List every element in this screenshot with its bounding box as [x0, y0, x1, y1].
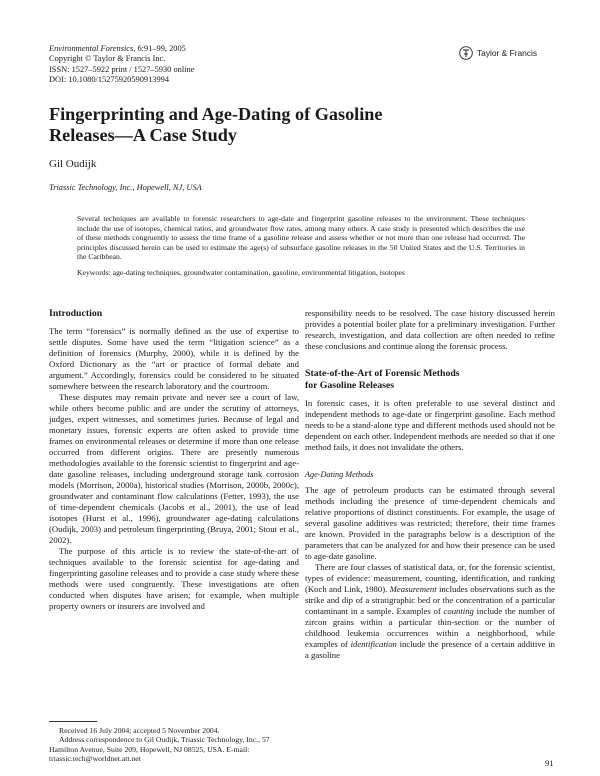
- paragraph: In forensic cases, it is often preferable to use several distinct and independent methods to age-date or fingerprint gasoline. Each method needs to be a stand-alone type and different methods used should not be dependent on each other. Independent methods are needed so that if one method fails, it does not invalidate the others.: [305, 398, 555, 452]
- paragraph: These disputes may remain private and never see a court of law, while others become public and are under the scrutiny of attorneys, judges, expert witnesses, and sometimes juries. Because of legal and monetary issues, forensic experts are often asked to provide time frames on environmental releases or determine if more than one release occurred from different origins. There are presently numerous methodologies available to the forensic scientist to fingerprint and age-date gasoline releases, including underground storage tank corrosion models (Morrison, 2000a), historical studies (Morrison, 2000b, 2000c), groundwater and contaminant flow calculations (Fetter, 1993), the use of time-dependent chemicals (Jacobs et al., 2001), the use of lead isotopes (Hurst et al., 1996), groundwater age-dating calculations (Oudijk, 2003) and petroleum fingerprinting (Bruya, 2001; Stout et al., 2002).: [49, 392, 299, 545]
- text-run: There are four classes of statistical data, or, for the forensic scientist, types of evidence: measurement, counting, identification, and ranking (Koch and Link, 1980).: [305, 562, 555, 594]
- section-heading-introduction: Introduction: [49, 308, 103, 319]
- paragraph: responsibility needs to be resolved. The case history discussed herein provides a potential boiler plate for a preliminary investigation. Further research, investigation, and data collection are often needed to refine these conclusions and continue along the forensic process.: [305, 308, 555, 351]
- text-run: include the presence of a certain additive in a gasoline: [305, 639, 555, 660]
- title-line-1: Fingerprinting and Age-Dating of Gasoline: [49, 104, 383, 124]
- heading-line-1: State-of-the-Art of Forensic Methods: [305, 368, 460, 379]
- publisher-name: Taylor & Francis: [477, 48, 538, 58]
- left-column: [49, 308, 299, 612]
- taylor-francis-logo-icon: [459, 46, 473, 60]
- abstract: Several techniques are available to forensic researchers to age-date and fingerprint gasoline releases to the environment. These techniques include the use of isotopes, chemical ratios, and groundwater flow rates, among many others. A case study is presented which describes the use of these methods congruently to assess the time frame of a gasoline release and assess whether or not more than one release had occurred. The principles discussed herein can be used to estimate the age(s) of subsurface gasoline releases in the 50 United States and the U.S. Territories in the Caribbean.: [77, 214, 525, 262]
- paragraph: [305, 562, 555, 661]
- paragraph: The age of petroleum products can be estimated through several methods including the presence of time-dependent chemicals and relative proportions of distinct constituents. For example, the usage of several gasoline additives was restricted; therefore, their time frames are known. Provided in the paragraphs below is a description of the parameters that can be analyzed for and how their presence can be used to age-date gasoline.: [305, 485, 555, 561]
- footnote: [49, 726, 299, 763]
- author-affiliation: Triassic Technology, Inc., Hopewell, NJ, USA: [49, 183, 202, 192]
- emphasis: Measurement: [389, 584, 437, 594]
- emphasis: counting: [443, 606, 474, 616]
- publisher-logo: [459, 44, 555, 62]
- journal-metadata: [49, 44, 194, 86]
- heading-line-2: for Gasoline Releases: [305, 380, 395, 391]
- correspondence-address: Address correspondence to Gil Oudijk, Triassic Technology, Inc., 57 Hamilton Avenue, Suite 209, Hopewell, NJ 08525, USA. E-mail: triassic.tech@worldnet.att.net: [49, 735, 270, 763]
- journal-name: Environmental Forensics: [49, 44, 134, 53]
- doi-line: DOI: 10.1080/15275920590913994: [49, 75, 170, 85]
- paragraph: The term “forensics” is normally defined as the use of expertise to settle disputes. Some have used the term “litigation science” as a definition of forensics (Murphy, 2000), while it is defined by the Oxford Dictionary as the “art or practice of formal debate and argument.” Accordingly, forensics could be considered to be situated somewhere between the research laboratory and the courtroom.: [49, 326, 299, 391]
- paragraph: The purpose of this article is to review the state-of-the-art of techniques available to the forensic scientist for age-dating and fingerprinting gasoline releases and to provide a case study where these methods were used congruently. These investigations are often conducted when disputes have arisen; for example, when multiple property owners or insurers are involved and: [49, 546, 299, 611]
- journal-volume: , 6:91–99, 2005: [133, 44, 186, 53]
- copyright-line: Copyright © Taylor & Francis Inc.: [49, 54, 166, 64]
- text-run: include the number of zircon grains within a particular thin-section or the number of childhood leukemia occurrences within a neighborhood, while examples of: [305, 606, 555, 649]
- issn-line: ISSN: 1527–5922 print / 1527–5930 online: [49, 64, 195, 74]
- footnote-divider: [49, 721, 97, 722]
- title-line-2: Releases—A Case Study: [49, 125, 237, 145]
- article-title: [49, 104, 529, 146]
- text-run: includes observations such as the strike and dip of a stratigraphic bed or the concentration of a particular contaminant in a sample. Examples of: [305, 584, 555, 616]
- subsection-heading-age-dating: Age-Dating Methods: [305, 470, 374, 479]
- page-number: 91: [545, 758, 554, 768]
- emphasis: identification: [350, 639, 397, 649]
- keywords: Keywords: age-dating techniques, groundwater contamination, gasoline, environmental litigation, isotopes: [77, 268, 405, 277]
- right-column: [305, 308, 555, 661]
- author-name: Gil Oudijk: [49, 158, 97, 170]
- received-dates: Received 16 July 2004; accepted 5 November 2004.: [59, 726, 220, 735]
- section-heading-state-of-the-art: [305, 368, 555, 392]
